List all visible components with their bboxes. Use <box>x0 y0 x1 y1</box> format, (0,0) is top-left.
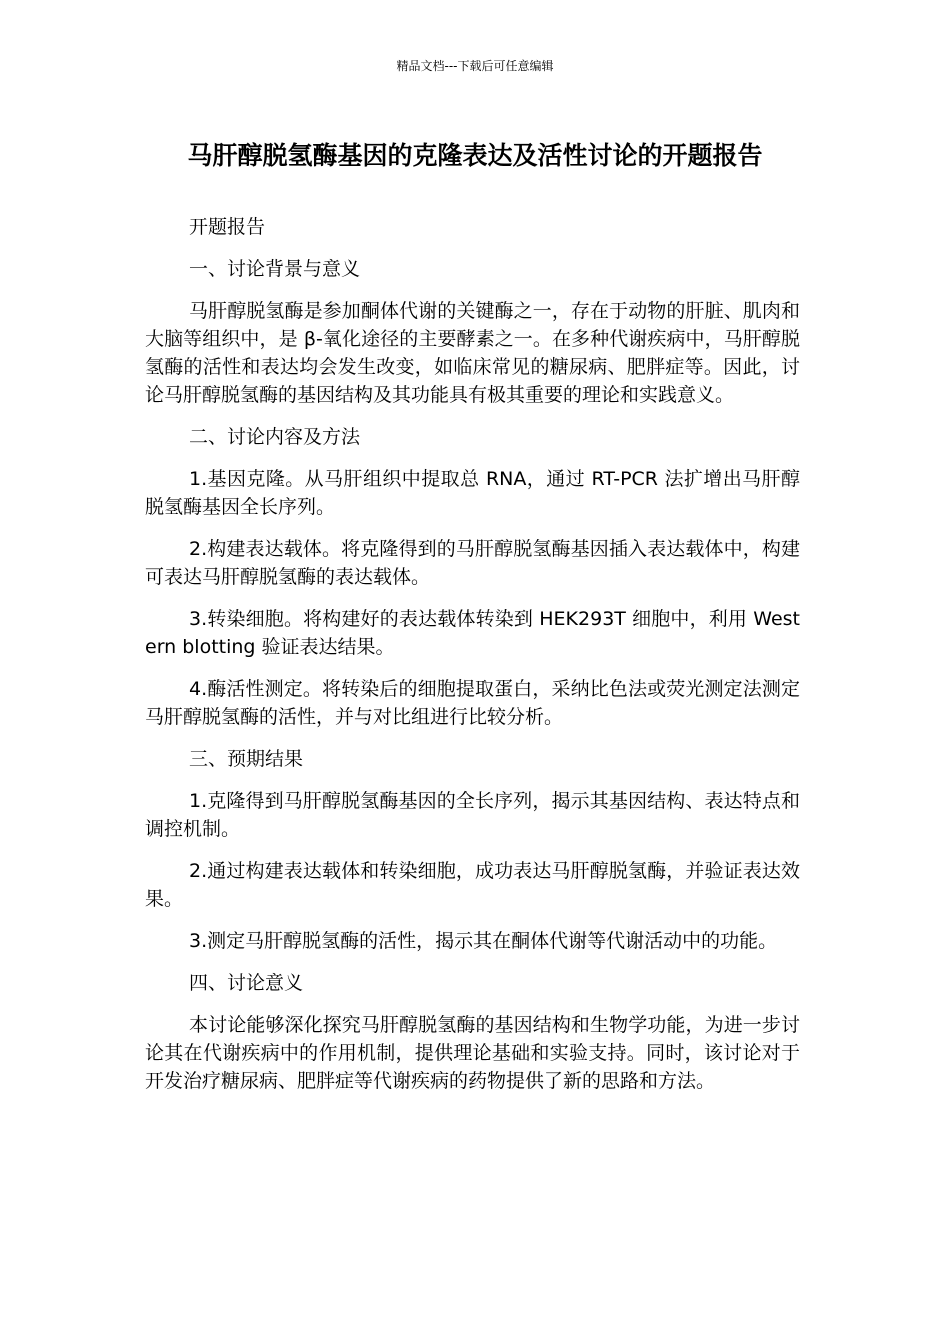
paragraph-method-1: 1.基因克隆。从马肝组织中提取总 RNA，通过 RT-PCR 法扩增出马肝醇脱氢酶基因全长序列。 <box>145 468 800 518</box>
section-heading-significance: 四、讨论意义 <box>189 972 304 994</box>
section-heading-methods: 二、讨论内容及方法 <box>189 426 361 448</box>
paragraph-method-3: 3.转染细胞。将构建好的表达载体转染到 HEK293T 细胞中，利用 Western blotting 验证表达结果。 <box>145 608 800 658</box>
paragraph-background: 马肝醇脱氢酶是参加酮体代谢的关键酶之一，存在于动物的肝脏、肌肉和大脑等组织中，是 β-氧化途径的主要酵素之一。在多种代谢疾病中，马肝醇脱氢酶的活性和表达均会发生改变，如临床常见的糖尿病、肥胖症等。因此，讨论马肝醇脱氢酶的基因结构及其功能具有极其重要的理论和实践意义。 <box>145 300 800 406</box>
paragraph-result-3: 3.测定马肝醇脱氢酶的活性，揭示其在酮体代谢等代谢活动中的功能。 <box>189 930 778 952</box>
document-body <box>145 213 800 1109</box>
paragraph-method-2: 2.构建表达载体。将克隆得到的马肝醇脱氢酶基因插入表达载体中，构建可表达马肝醇脱氢酶的表达载体。 <box>145 538 800 588</box>
paragraph-result-2: 2.通过构建表达载体和转染细胞，成功表达马肝醇脱氢酶，并验证表达效果。 <box>145 860 800 910</box>
paragraph-report-label: 开题报告 <box>189 216 266 238</box>
section-heading-expected-results: 三、预期结果 <box>189 748 304 770</box>
paragraph-significance: 本讨论能够深化探究马肝醇脱氢酶的基因结构和生物学功能，为进一步讨论其在代谢疾病中的作用机制，提供理论基础和实验支持。同时，该讨论对于开发治疗糖尿病、肥胖症等代谢疾病的药物提供了新的思路和方法。 <box>145 1014 800 1092</box>
document-title: 马肝醇脱氢酶基因的克隆表达及活性讨论的开题报告 <box>187 141 763 170</box>
paragraph-method-4: 4.酶活性测定。将转染后的细胞提取蛋白，采纳比色法或荧光测定法测定马肝醇脱氢酶的活性，并与对比组进行比较分析。 <box>145 678 800 728</box>
page-header-watermark: 精品文档---下载后可任意编辑 <box>396 59 554 73</box>
section-heading-background: 一、讨论背景与意义 <box>189 258 361 280</box>
paragraph-result-1: 1.克隆得到马肝醇脱氢酶基因的全长序列，揭示其基因结构、表达特点和调控机制。 <box>145 790 800 840</box>
